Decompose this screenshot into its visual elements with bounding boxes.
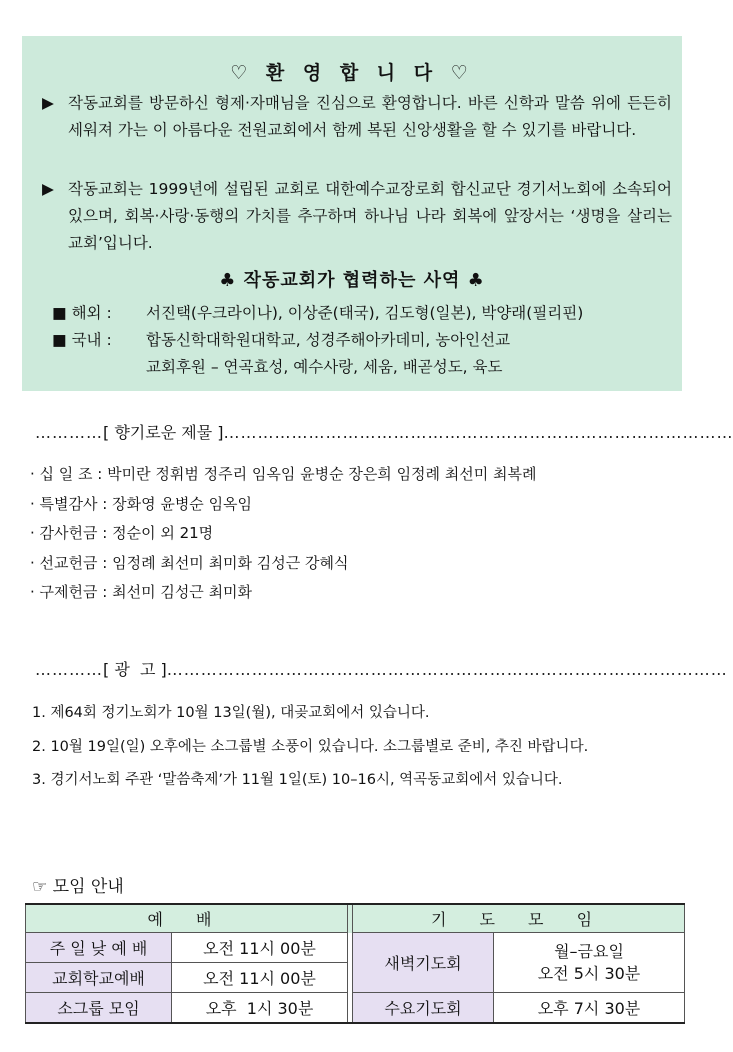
worship-time: 오후 1시 30분 [172, 993, 348, 1024]
worship-name: 주 일 낮 예 배 [26, 933, 172, 963]
table-row [26, 993, 685, 1024]
welcome-title: ♡ 환 영 합 니 다 ♡ [230, 62, 474, 84]
worship-time: 오전 11시 00분 [172, 933, 348, 963]
announcement-item: 1. 제64회 정기노회가 10월 13일(월), 대곶교회에서 있습니다. [32, 705, 430, 721]
dotted-leader: ……………………………………………………………………………………… [166, 660, 728, 679]
worship-name: 교회학교예배 [26, 963, 172, 993]
ministry-text: 서진택(우크라이나), 이상준(태국), 김도형(일본), 박양래(필리핀) [146, 304, 584, 322]
offering-header [35, 420, 733, 443]
offering-item: · 특별감사 : 장화영 윤병순 임옥임 [30, 494, 253, 513]
meetings-title: ☞ 모임 안내 [32, 877, 124, 897]
welcome-box [22, 36, 682, 391]
ministry-text: 합동신학대학원대학교, 성경주해아카데미, 농아인선교 [146, 331, 511, 349]
ministry-title: ♣ 작동교회가 협력하는 사역 ♣ [219, 270, 485, 291]
prayer-time-line: 월–금요일 [554, 941, 624, 961]
announcement-header-title: [ 광 고 ] [103, 660, 167, 679]
triangle-bullet-icon: ▶ [42, 94, 54, 112]
welcome-paragraph-1-text: 작동교회를 방문하신 형제·자매님을 진심으로 환영합니다. 바른 신학과 말씀 위에 든든히 세워져 가는 이 아름다운 전원교회에서 함께 복된 신앙생활을 할 수 있기를 바랍니다. [68, 94, 672, 139]
announcement-header [35, 657, 728, 680]
meetings-table [25, 903, 685, 1024]
offering-item: · 선교헌금 : 임정례 최선미 최미화 김성근 강혜식 [30, 553, 349, 572]
prayer-time-line: 오전 5시 30분 [537, 963, 641, 983]
dotted-leader: ………… [35, 660, 103, 679]
prayer-time: 오후 7시 30분 [494, 993, 685, 1024]
welcome-paragraph-1 [42, 90, 672, 144]
ministry-list [52, 300, 682, 381]
ministry-row-overseas [52, 300, 682, 327]
welcome-paragraph-2 [42, 176, 672, 257]
worship-name: 소그룹 모임 [26, 993, 172, 1024]
announcement-item: 3. 경기서노회 주관 ‘말씀축제’가 11월 1일(토) 10–16시, 역곡동교회에서 있습니다. [32, 772, 563, 788]
prayer-name: 새벽기도회 [353, 933, 494, 993]
offering-item: · 감사헌금 : 정순이 외 21명 [30, 524, 214, 542]
offering-item: · 구제헌금 : 최선미 김성근 최미화 [30, 583, 253, 601]
ministry-row-domestic-cont [52, 354, 682, 381]
worship-header: 예 배 [26, 904, 348, 933]
prayer-name: 수요기도회 [353, 993, 494, 1024]
prayer-time [494, 933, 685, 993]
triangle-bullet-icon: ▶ [42, 180, 54, 198]
offering-header-title: [ 향기로운 제물 ] [103, 423, 224, 442]
announcement-item: 2. 10월 19일(일) 오후에는 소그룹별 소풍이 있습니다. 소그룹별로 준비, 추진 바랍니다. [32, 738, 589, 755]
welcome-paragraph-2-text: 작동교회는 1999년에 설립된 교회로 대한예수교장로회 합신교단 경기서노회에 소속되어 있으며, 회복·사랑·동행의 가치를 추구하며 하나님 나라 회복에 앞장서는 ‘생명을 살리는 교회’입니다. [68, 180, 672, 252]
meetings-header-row [26, 904, 685, 933]
prayer-header: 기 도 모 임 [353, 904, 685, 933]
ministry-row-domestic [52, 327, 682, 354]
table-row [26, 933, 685, 963]
offering-item: · 십 일 조 : 박미란 정휘범 정주리 임옥임 윤병순 장은희 임정례 최선미 최복례 [30, 465, 537, 483]
dotted-leader: ………… [35, 423, 103, 442]
ministry-text: 교회후원 – 연곡효성, 예수사랑, 세움, 배곧성도, 육도 [146, 358, 503, 376]
ministry-label: ■ 국내 : [52, 331, 112, 349]
worship-time: 오전 11시 00분 [172, 963, 348, 993]
dotted-leader: ……………………………………………………………………………… [223, 423, 733, 442]
ministry-label: ■ 해외 : [52, 304, 112, 322]
offering-list [30, 460, 537, 608]
announcement-list [32, 697, 588, 798]
